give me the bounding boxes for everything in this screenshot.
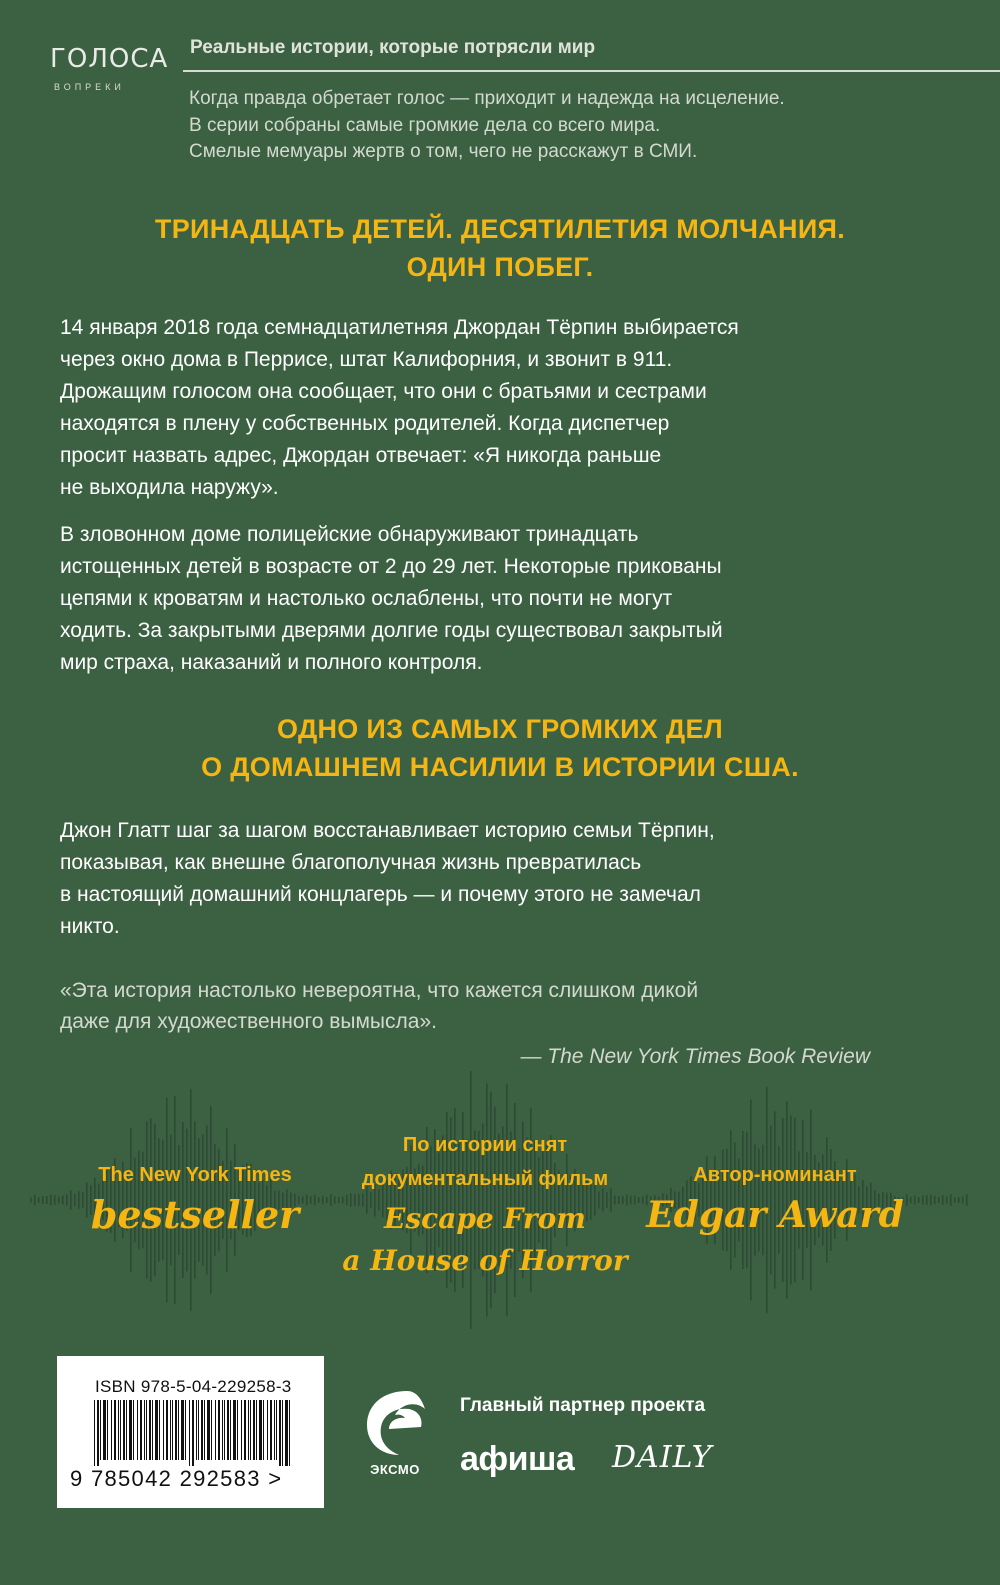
eksmo-logo-text: ЭКСМО [370,1462,420,1477]
series-title: Реальные истории, которые потрясли мир [190,37,596,58]
paragraph-discovery: В зловонном доме полицейские обнаруживают тринадцать истощенных детей в возрасте от 2 до 29 лет. Некоторые прикованы цепями к кроватям и настолько ослаблены, что почти не могут ходить. За закрытыми дверями долгие годы существовал закрытый мир страха, наказаний и полного контроля. [60,523,723,674]
series-logo-sub: ВОПРЕКИ [54,82,125,92]
series-logo [50,44,169,116]
header-divider [183,70,1000,72]
badge-documentary-label: По истории снят документальный фильм [361,1134,609,1190]
partner-label: Главный партнер проекта [460,1395,706,1416]
headline-secondary: ОДНО ИЗ САМЫХ ГРОМКИХ ДЕЛ О ДОМАШНЕМ НАСИЛИИ В ИСТОРИИ США. [201,714,799,782]
partner-logo-afisha: афиша [460,1440,575,1478]
paragraph-author: Джон Глатт шаг за шагом восстанавливает историю семьи Тёрпин, показывая, как внешне благополучная жизнь превратилась в настоящий домашний концлагерь — и почему этого не замечал никто. [60,819,715,938]
badge-edgar [640,1158,910,1236]
badge-documentary [335,1128,635,1282]
series-description: Когда правда обретает голос — приходит и надежда на исцеление. В серии собраны самые громкие дела со всего мира. Смелые мемуары жертв о том, чего не расскажут в СМИ. [189,88,785,162]
barcode-digits: 9 785042 292583 > [70,1466,283,1491]
badge-documentary-script: Escape From a House of Horror [342,1202,628,1277]
series-logo-main: ГОЛОСА [50,44,169,74]
badge-edgar-label: Автор-номинант [693,1164,857,1186]
paragraph-intro: 14 января 2018 года семнадцатилетняя Джордан Тёрпин выбирается через окно дома в Перрисе, штат Калифорния, и звонит в 911. Дрожащим голосом она сообщает, что они с братьями и сестрами находятся в плену у собственных родителей. Когда диспетчер просит назвать адрес, Джордан отвечает: «Я никогда раньше не выходила наружу». [60,316,739,499]
review-quote-source: — The New York Times Book Review [520,1045,870,1068]
review-quote: «Эта история настолько невероятна, что кажется слишком дикой даже для художественного вымысла». [60,979,699,1033]
isbn-label: ISBN 978-5-04-229258-3 [95,1377,292,1396]
partner-logo-daily: DAILY [612,1440,713,1475]
badge-edgar-script: Edgar Award [646,1194,904,1236]
headline-primary: ТРИНАДЦАТЬ ДЕТЕЙ. ДЕСЯТИЛЕТИЯ МОЛЧАНИЯ. ОДИН ПОБЕГ. [154,214,846,282]
barcode-bars [94,1400,294,1466]
badge-nyt [65,1158,325,1236]
badge-nyt-label: The New York Times [98,1164,292,1186]
badge-nyt-script: bestseller [90,1192,300,1237]
